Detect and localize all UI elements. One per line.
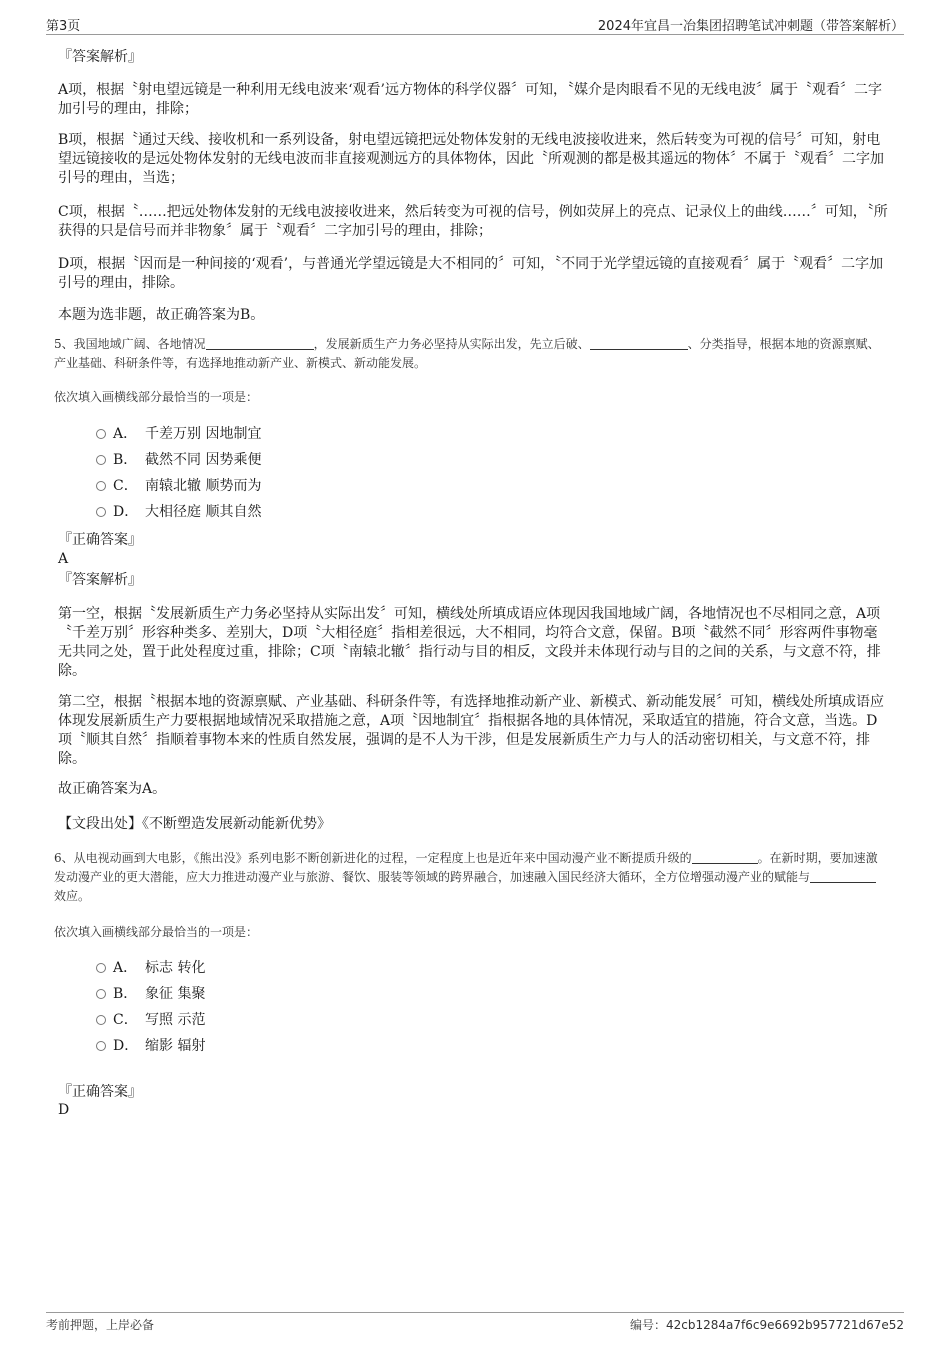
q6-option-d[interactable]: D． 缩影 辐射 <box>96 1037 205 1055</box>
q5-stem-part-b: ，发展新质生产力务必坚持从实际出发，先立后破、 <box>313 337 590 351</box>
radio-icon[interactable] <box>96 989 106 999</box>
q4-analysis-a: A项，根据〝射电望远镜是一种利用无线电波来‘观看’远方物体的科学仪器〞可知，〝媒介是肉眼看不见的无线电波〞属于〝观看〞二字加引号的理由，排除； <box>58 82 883 117</box>
radio-icon[interactable] <box>96 481 106 491</box>
q5-option-c[interactable]: C． 南辕北辙 顺势而为 <box>96 477 261 495</box>
q4-analysis-b: B项，根据〝通过天线、接收机和一系列设备，射电望远镜把远处物体发射的无线电波接收进来，然后转变为可视的信号〞可知，射电望远镜接收的是远处物体发射的无线电波而非直接观测远方的具体物体，因此〝所观测的都是极其遥远的物体〞不属于〝观看〞二字加引号的理由，当选； <box>58 132 884 186</box>
q5-analysis-p2: 第二空，根据〝根据本地的资源禀赋、产业基础、科研条件等，有选择地推动新产业、新模式、新动能发展〞可知，横线处所填成语应体现发展新质生产力要根据地域情况采取措施之意，A项〝因地制宜〞指根据各地的具体情况，采取适宜的措施，符合文意，当选。D项〝顺其自然〞指顺着事物本来的性质自然发展，强调的是不人为干涉，但是发展新质生产力与人的活动密切相关，与文意不符，排除。 <box>58 694 884 767</box>
radio-icon[interactable] <box>96 1041 106 1051</box>
q5-stem-part-a: 5、我国地域广阔、各地情况 <box>54 337 206 351</box>
q5-analysis-p1: 第一空，根据〝发展新质生产力务必坚持从实际出发〞可知，横线处所填成语应体现因我国地域广阔，各地情况也不尽相同之意，A项〝千差万别〞形容种类多、差别大，D项〝大相径庭〞指相差很远，大不相同，均符合文意，保留。B项〝截然不同〞形容两件事物毫无共同之处，置于此处程度过重，排除；C项〝南辕北辙〞指行动与目的相反，文段并未体现行动与目的之间的关系，与文意不符，排除。 <box>58 606 881 679</box>
blank-line <box>590 337 688 350</box>
q5-answer-title: 『正确答案』 <box>58 532 142 548</box>
q6-option-c[interactable]: C． 写照 示范 <box>96 1011 205 1029</box>
q4-analysis-d: D项，根据〝因而是一种间接的‘观看’，与普通光学望远镜是大不相同的〞可知，〝不同于光学望远镜的直接观看〞属于〝观看〞二字加引号的理由，排除。 <box>58 256 884 291</box>
q6-stem-part-a: 6、从电视动画到大电影，《熊出没》系列电影不断创新进化的过程，一定程度上也是近年来中国动漫产业不断提质升级的 <box>54 851 692 865</box>
radio-icon[interactable] <box>96 455 106 465</box>
q6-option-b[interactable]: B． 象征 集聚 <box>96 985 205 1003</box>
page-number: 第3页 <box>46 19 81 34</box>
radio-icon[interactable] <box>96 963 106 973</box>
q5-answer: A <box>58 551 69 567</box>
q5-prompt: 依次填入画横线部分最恰当的一项是： <box>54 390 259 404</box>
q6-prompt: 依次填入画横线部分最恰当的一项是： <box>54 925 259 939</box>
footer-doc-id: 编号：42cb1284a7f6c9e6692b957721d67e52 <box>630 1318 904 1332</box>
q5-option-d[interactable]: D． 大相径庭 顺其自然 <box>96 503 261 521</box>
q6-stem <box>54 849 888 906</box>
q4-conclusion: 本题为选非题，故正确答案为B。 <box>58 307 265 323</box>
q5-stem-part-c: 、分类指导，根据本地的资源禀赋、产业基础、科研条件等，有选择地推动新产业、新模式、新动能发展。 <box>54 337 880 370</box>
blank-line <box>810 870 876 883</box>
q4-analysis-title: 『答案解析』 <box>58 49 142 65</box>
blank-line <box>692 851 758 864</box>
blank-line <box>206 337 314 350</box>
q5-conclusion: 故正确答案为A。 <box>58 781 167 797</box>
document-title: 2024年宜昌一冶集团招聘笔试冲刺题（带答案解析） <box>597 19 904 34</box>
radio-icon[interactable] <box>96 507 106 517</box>
page-footer <box>46 1312 904 1335</box>
q5-analysis-title: 『答案解析』 <box>58 572 142 588</box>
q5-source: 【文段出处】《不断塑造发展新动能新优势》 <box>58 816 331 832</box>
q4-analysis-c: C项，根据〝……把远处物体发射的无线电波接收进来，然后转变为可视的信号，例如荧屏上的亮点、记录仪上的曲线……〞可知，〝所获得的只是信号而并非物象〞属于〝观看〞二字加引号的理由，排除； <box>58 204 888 239</box>
q5-stem <box>54 335 888 373</box>
q5-option-b[interactable]: B． 截然不同 因势乘便 <box>96 451 261 469</box>
footer-slogan: 考前押题，上岸必备 <box>46 1318 155 1332</box>
q6-option-a[interactable]: A． 标志 转化 <box>96 959 205 977</box>
radio-icon[interactable] <box>96 429 106 439</box>
q6-answer-title: 『正确答案』 <box>58 1084 142 1100</box>
radio-icon[interactable] <box>96 1015 106 1025</box>
page-header <box>46 14 904 35</box>
q6-stem-part-b: 。在新时期，要加速激发动漫产业的更大潜能，应大力推进动漫产业与旅游、餐饮、服装等领域的跨界融合，加速融入国民经济大循环，全方位增强动漫产业的赋能与 <box>54 851 878 884</box>
q6-stem-part-c: 效应。 <box>54 889 91 903</box>
q5-option-a[interactable]: A． 千差万别 因地制宜 <box>96 425 261 443</box>
q6-answer: D <box>58 1102 70 1118</box>
